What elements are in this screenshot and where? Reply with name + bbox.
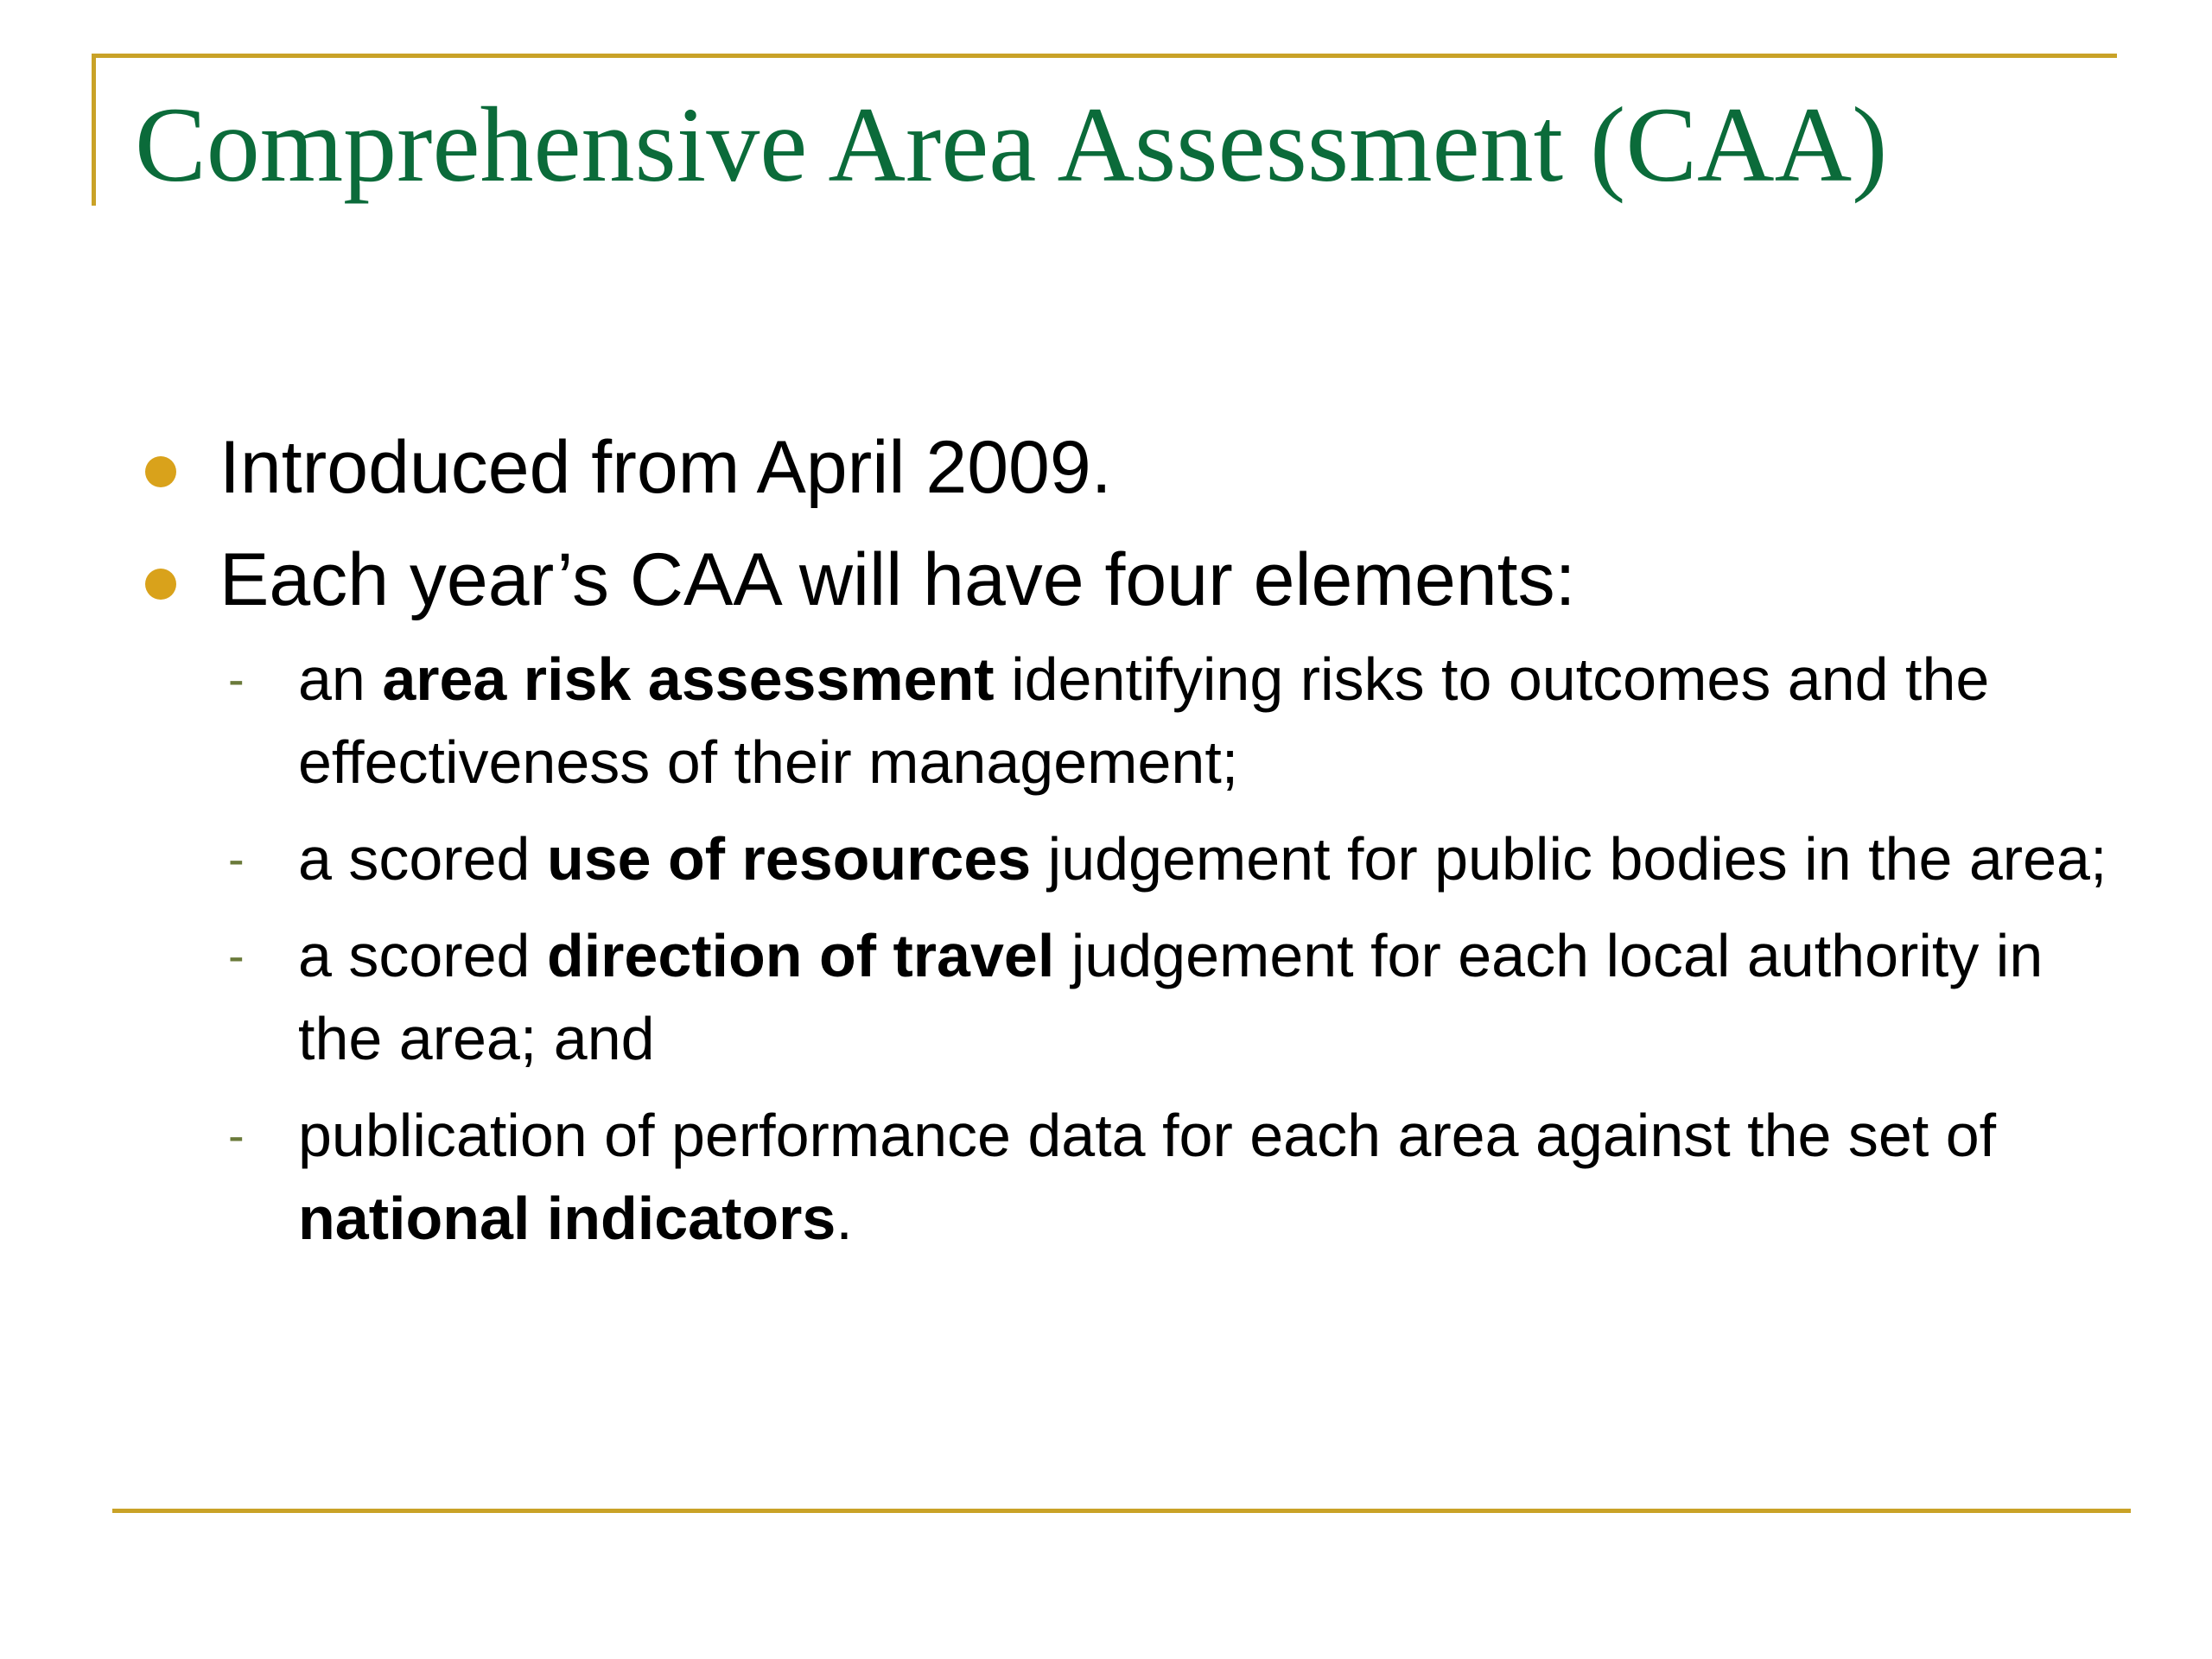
bullet-item (145, 524, 2124, 636)
bullet-item (145, 411, 2124, 524)
dash-icon: - (228, 831, 245, 886)
dash-icon: - (228, 652, 245, 706)
sub-bullet-text-before: a scored (298, 922, 547, 989)
sub-bullet-item (145, 638, 2124, 804)
sub-bullet-item (145, 1094, 2124, 1260)
sub-bullet-text-before: an (298, 645, 383, 713)
sub-bullet-text-after: identifying risks to outcomes and the effectiveness of their management; (298, 645, 1990, 796)
sub-bullet-bold: national indicators (298, 1185, 836, 1252)
sub-bullet-bold: use of resources (546, 825, 1032, 893)
dash-icon: - (228, 928, 245, 982)
sub-bullet-text-before: publication of performance data for each area against the set of (298, 1102, 1997, 1169)
slide-content (145, 411, 2124, 1274)
dash-icon: - (228, 1108, 245, 1162)
bullet-dot-icon (145, 569, 176, 600)
sub-bullet-text-after: judgement for public bodies in the area; (1031, 825, 2107, 893)
sub-bullet-bold: area risk assessment (382, 645, 995, 713)
bullet-text: Introduced from April 2009. (219, 426, 1112, 509)
frame-bottom-line (112, 1509, 2131, 1513)
frame-top-line (92, 54, 2117, 58)
sub-bullet-list (145, 638, 2124, 1260)
sub-bullet-text-after: . (836, 1185, 853, 1252)
sub-bullet-item (145, 817, 2124, 900)
sub-bullet-text-after: judgement for each local authority in the area; and (298, 922, 2044, 1072)
frame-left-line (92, 54, 96, 206)
sub-bullet-text-before: a scored (298, 825, 547, 893)
sub-bullet-item (145, 914, 2124, 1080)
slide-title: Comprehensive Area Assessment (CAA) (135, 86, 1888, 204)
bullet-text: Each year’s CAA will have four elements: (219, 538, 1576, 621)
sub-bullet-bold: direction of travel (546, 922, 1055, 989)
bullet-dot-icon (145, 456, 176, 487)
